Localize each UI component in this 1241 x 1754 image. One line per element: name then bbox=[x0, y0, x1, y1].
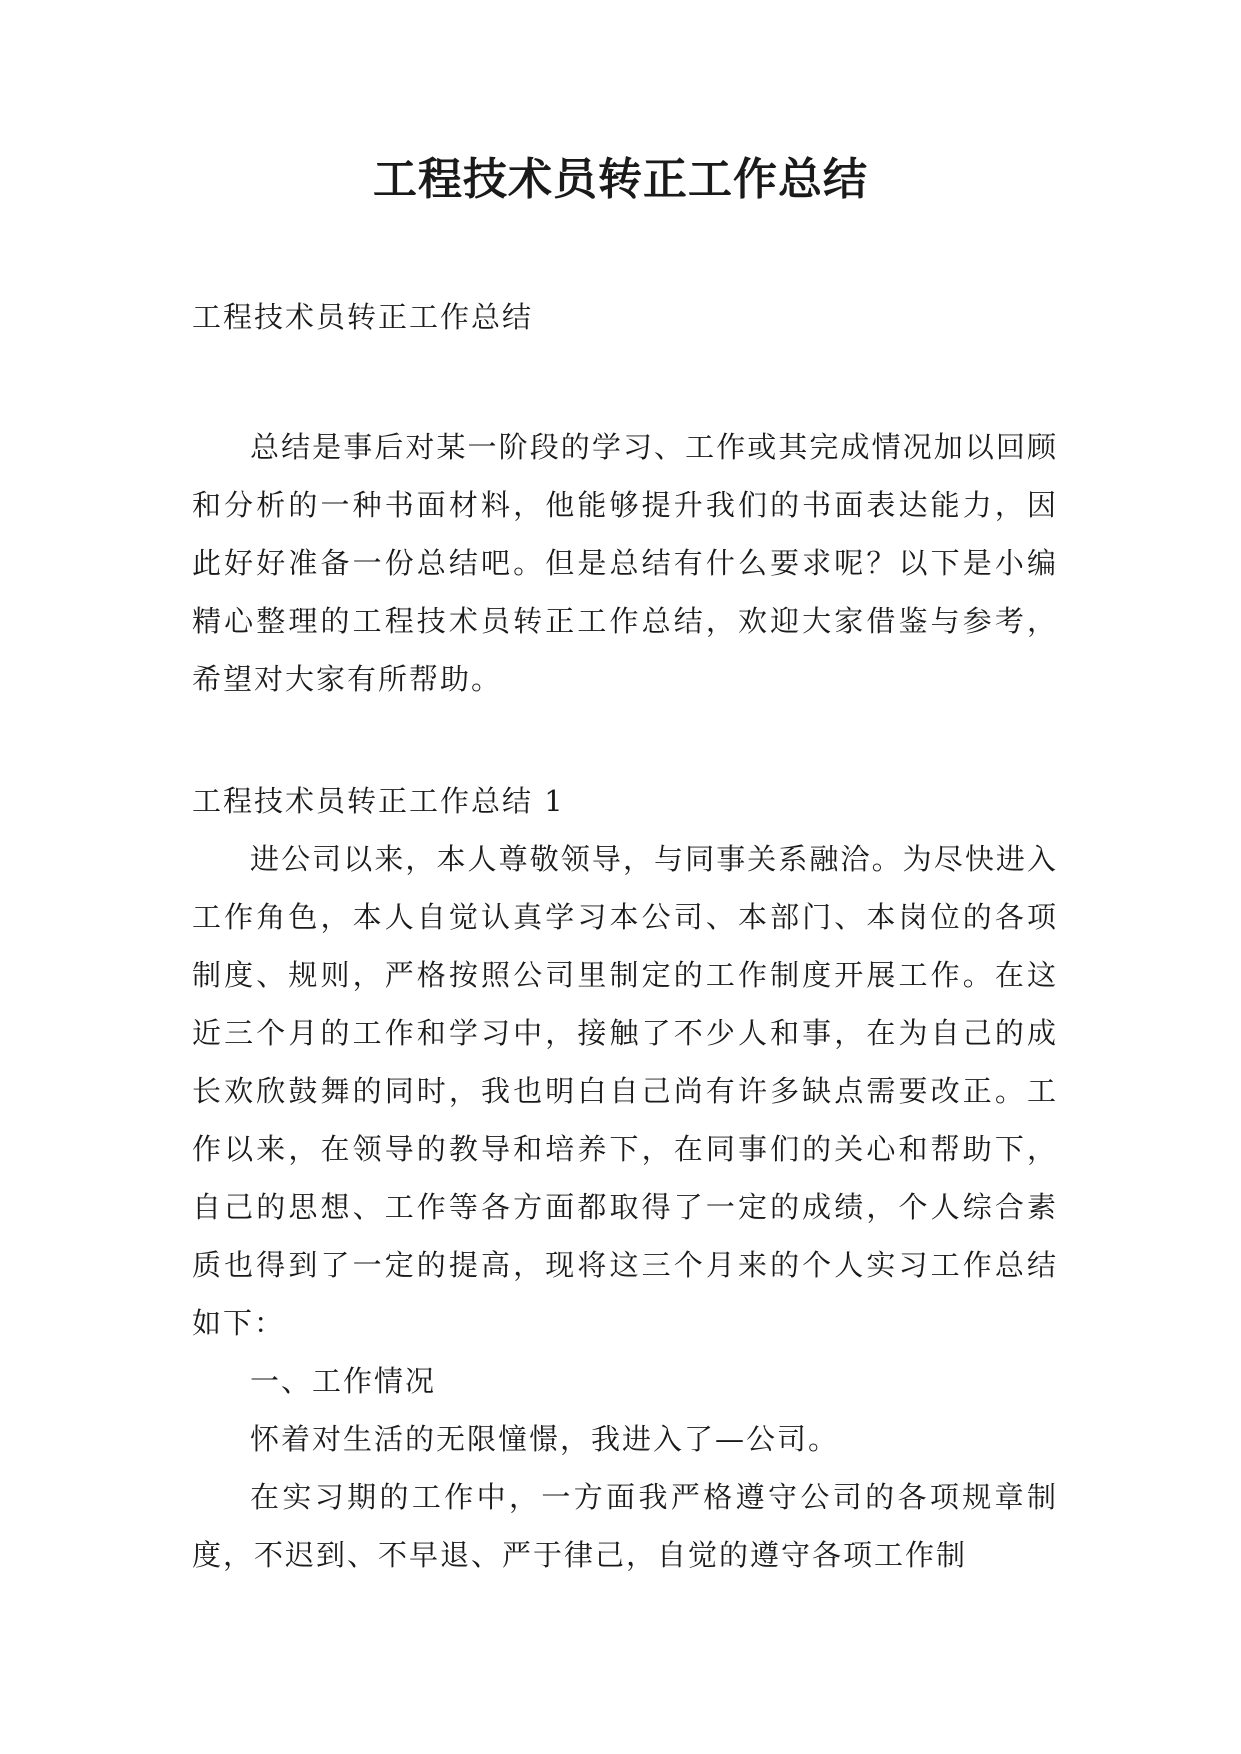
body-paragraph: 怀着对生活的无限憧憬，我进入了—公司。 bbox=[250, 1422, 840, 1456]
body-paragraph: 在实习期的工作中，一方面我严格遵守公司的各项规章制度，不迟到、不早退、严于律己，自觉的遵守各项工作制 bbox=[192, 1480, 1058, 1572]
document-subtitle: 工程技术员转正工作总结 bbox=[192, 300, 534, 334]
document-body bbox=[192, 288, 1058, 1584]
spacer bbox=[192, 708, 1058, 766]
section-heading: 工程技术员转正工作总结 1 bbox=[192, 784, 565, 818]
spacer bbox=[192, 346, 1058, 404]
document-title: 工程技术员转正工作总结 bbox=[373, 154, 868, 205]
body-paragraph: 进公司以来，本人尊敬领导，与同事关系融洽。为尽快进入工作角色，本人自觉认真学习本公司、本部门、本岗位的各项制度、规则，严格按照公司里制定的工作制度开展工作。在这近三个月的工作和学习中，接触了不少人和事，在为自己的成长欢欣鼓舞的同时，我也明白自己尚有许多缺点需要改正。工作以来，在领导的教导和培养下，在同事们的关心和帮助下，自己的思想、工作等各方面都取得了一定的成绩，个人综合素质也得到了一定的提高，现将这三个月来的个人实习工作总结如下： bbox=[192, 842, 1058, 1340]
body-paragraph: 一、工作情况 bbox=[250, 1364, 437, 1398]
intro-paragraph: 总结是事后对某一阶段的学习、工作或其完成情况加以回顾和分析的一种书面材料，他能够提升我们的书面表达能力，因此好好准备一份总结吧。但是总结有什么要求呢？以下是小编精心整理的工程技术员转正工作总结，欢迎大家借鉴与参考，希望对大家有所帮助。 bbox=[192, 430, 1058, 696]
